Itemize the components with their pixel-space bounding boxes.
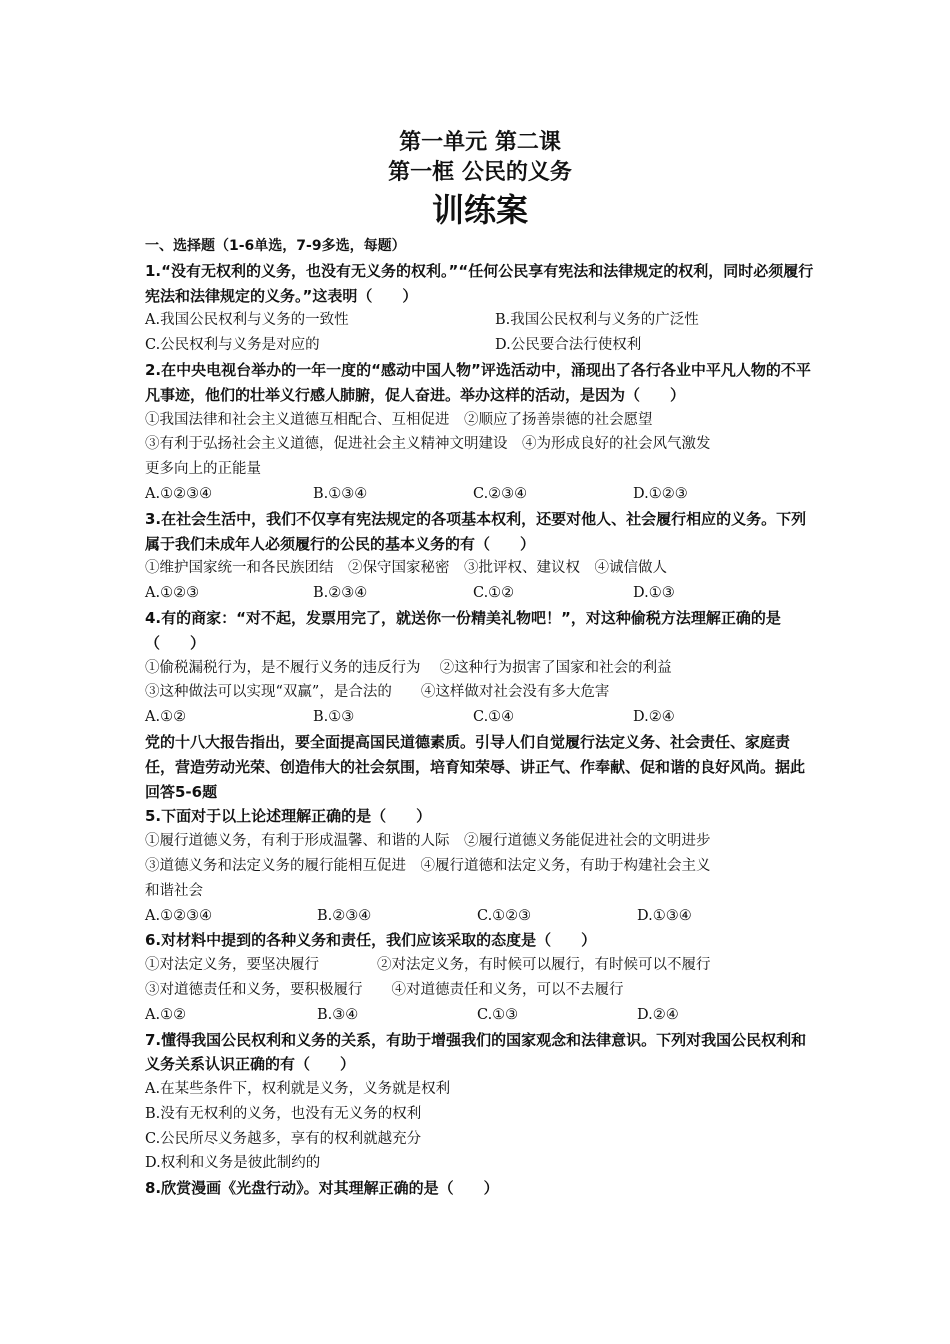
question-2-stem: 2.在中央电视台举办的一年一度的“感动中国人物”评选活动中，涌现出了各行各业中平凡人物的不平凡事迹，他们的壮举义行感人肺腑，促人奋进。举办这样的活动，是因为（ ） — [145, 360, 811, 404]
option-b[interactable]: B.我国公民权利与义务的广泛性 — [495, 312, 699, 329]
option-d[interactable]: D.②④ — [637, 1006, 679, 1023]
section-heading: 一、选择题（1-6单选，7-9多选，每题） — [145, 238, 406, 254]
option-b[interactable]: B.①③④ — [313, 485, 368, 502]
question-5-items-line2: ③道德义务和法定义务的履行能相互促进 ④履行道德和法定义务，有助于构建社会主义 — [145, 857, 711, 874]
option-d[interactable]: D.①③④ — [637, 907, 692, 924]
question-2-items-line2: ③有利于弘扬社会主义道德，促进社会主义精神文明建设 ④为形成良好的社会风气激发 — [145, 436, 711, 453]
unit-lesson-title: 第一单元 第二课 — [399, 130, 561, 155]
question-4-items-line1: ①偷税漏税行为，是不履行义务的违反行为 ②这种行为损害了国家和社会的利益 — [145, 659, 672, 676]
option-b[interactable]: B.②③④ — [313, 585, 368, 602]
question-3-stem: 3.在社会生活中，我们不仅享有宪法规定的各项基本权利，还要对他人、社会履行相应的义务。下列属于我们未成年人必须履行的公民的基本义务的有（ ） — [145, 509, 807, 553]
option-d[interactable]: D.①③ — [633, 585, 675, 602]
question-6-stem: 6.对材料中提到的各种义务和责任，我们应该采取的态度是（ ） — [145, 931, 597, 950]
question-7-stem: 7.懂得我国公民权利和义务的关系，有助于增强我们的国家观念和法律意识。下列对我国公民权利和义务关系认识正确的有（ ） — [145, 1030, 807, 1074]
option-d[interactable]: D.②④ — [633, 709, 675, 726]
option-c[interactable]: C.公民权利与义务是对应的 — [145, 337, 320, 354]
question-1-options-row2 — [145, 333, 815, 358]
option-a[interactable]: A.①②③ — [145, 585, 200, 602]
option-c[interactable]: C.①②③ — [477, 907, 532, 924]
question-5-options — [145, 904, 815, 929]
question-2-options — [145, 482, 815, 507]
worksheet-page — [145, 128, 815, 1201]
reading-material: 党的十八大报告指出，要全面提高国民道德素质。引导人们自觉履行法定义务、社会责任、家庭责任，营造劳动光荣、创造伟大的社会氛围，培育知荣辱、讲正气、作奉献、促和谐的良好风尚。据此回答5-6题 — [145, 732, 806, 801]
question-4-options — [145, 705, 815, 730]
option-c[interactable]: C.公民所尽义务越多，享有的权利就越充分 — [145, 1130, 422, 1147]
option-b[interactable]: B.没有无权利的义务，也没有无义务的权利 — [145, 1105, 422, 1122]
question-2-items-line1: ①我国法律和社会主义道德互相配合、互相促进 ②顺应了扬善崇德的社会愿望 — [145, 411, 653, 428]
option-c[interactable]: C.②③④ — [473, 485, 528, 502]
option-c[interactable]: C.①③ — [477, 1006, 519, 1023]
option-b[interactable]: B.②③④ — [317, 907, 372, 924]
question-8-stem: 8.欣赏漫画《光盘行动》。对其理解正确的是（ ） — [145, 1179, 499, 1198]
question-4-items-line2: ③这种做法可以实现“双赢”，是合法的 ④这样做对社会没有多大危害 — [145, 684, 610, 701]
option-b[interactable]: B.③④ — [317, 1006, 359, 1023]
option-c[interactable]: C.①② — [473, 585, 515, 602]
section-title: 第一框 公民的义务 — [388, 160, 572, 185]
question-5-items-line3: 和谐社会 — [145, 882, 203, 899]
option-a[interactable]: A.①② — [145, 709, 187, 726]
option-a[interactable]: A.①② — [145, 1006, 187, 1023]
option-c[interactable]: C.①④ — [473, 709, 515, 726]
option-b[interactable]: B.①③ — [313, 709, 355, 726]
worksheet-title: 训练案 — [431, 191, 528, 229]
question-4-stem: 4.有的商家：“对不起，发票用完了，就送你一份精美礼物吧！”，对这种偷税方法理解正确的是（ ） — [145, 608, 781, 652]
option-a[interactable]: A.①②③④ — [145, 485, 213, 502]
question-5-items-line1: ①履行道德义务，有利于形成温馨、和谐的人际 ②履行道德义务能促进社会的文明进步 — [145, 833, 711, 850]
question-2-items-line3: 更多向上的正能量 — [145, 461, 261, 478]
option-d[interactable]: D.①②③ — [633, 485, 688, 502]
question-6-options — [145, 1003, 815, 1028]
question-1-stem: 1.“没有无权利的义务，也没有无义务的权利。”“任何公民享有宪法和法律规定的权利，同时必须履行宪法和法律规定的义务。”这表明（ ） — [145, 261, 814, 305]
question-6-items-line2: ③对道德责任和义务，要积极履行 ④对道德责任和义务，可以不去履行 — [145, 981, 624, 998]
option-d[interactable]: D.权利和义务是彼此制约的 — [145, 1155, 321, 1172]
question-6-items-line1: ①对法定义务，要坚决履行 ②对法定义务，有时候可以履行，有时候可以不履行 — [145, 957, 711, 974]
question-3-options — [145, 581, 815, 606]
question-5-stem: 5.下面对于以上论述理解正确的是（ ） — [145, 807, 432, 826]
option-a[interactable]: A.在某些条件下，权利就是义务，义务就是权利 — [145, 1081, 451, 1098]
question-1-options-row1 — [145, 308, 815, 333]
option-a[interactable]: A.①②③④ — [145, 907, 213, 924]
option-a[interactable]: A.我国公民权利与义务的一致性 — [145, 312, 349, 329]
question-3-items-line1: ①维护国家统一和各民族团结 ②保守国家秘密 ③批评权、建议权 ④诚信做人 — [145, 560, 667, 577]
option-d[interactable]: D.公民要合法行使权利 — [495, 337, 642, 354]
